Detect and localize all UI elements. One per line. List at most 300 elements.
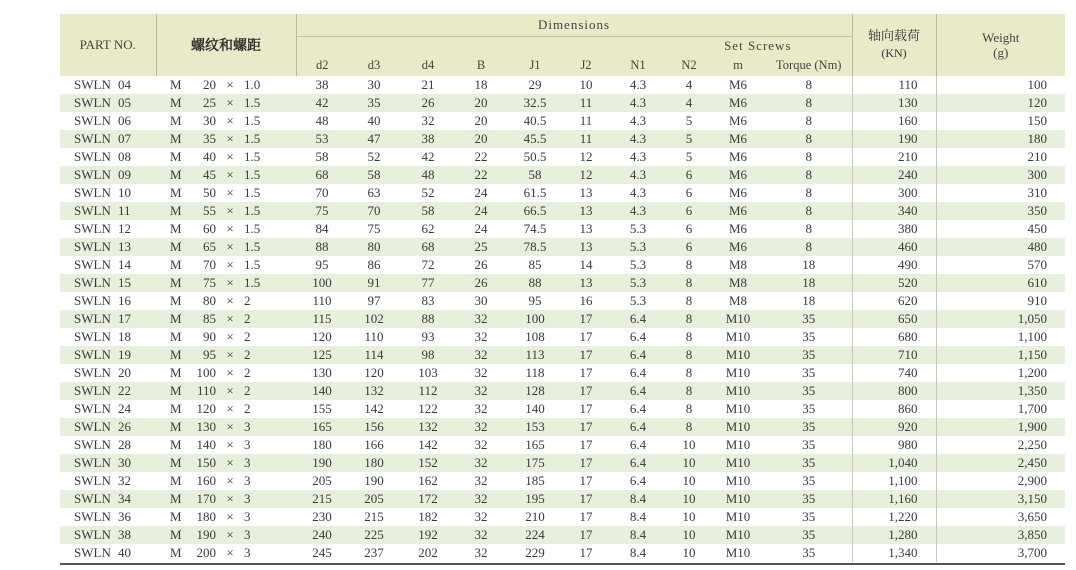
cell-part-no: [60, 112, 156, 130]
cell-n1: 6.4: [608, 436, 668, 454]
cell-j1: 140: [506, 400, 564, 418]
cell-weight: 480: [936, 238, 1065, 256]
thread-diameter: 70: [203, 257, 216, 272]
cell-j2: 17: [564, 454, 608, 472]
cell-d2: 38: [296, 76, 348, 94]
cell-part-no: [60, 202, 156, 220]
thread-pitch: 1.5: [244, 185, 261, 200]
cell-d4: 32: [400, 112, 456, 130]
cell-axial-load: 1,160: [852, 490, 936, 508]
thread-diameter: 190: [196, 527, 216, 542]
cell-part-no: [60, 508, 156, 526]
cell-j1: 165: [506, 436, 564, 454]
part-number: 15: [118, 275, 131, 290]
cell-axial-load: 520: [852, 274, 936, 292]
thread-diameter: 30: [203, 113, 216, 128]
cell-d2: 230: [296, 508, 348, 526]
cell-axial-load: 680: [852, 328, 936, 346]
thread-pitch: 3: [244, 473, 251, 488]
cell-torque: 35: [766, 544, 852, 562]
thread-diameter: 60: [203, 221, 216, 236]
cell-n2: 10: [668, 544, 710, 562]
thread-diameter: 95: [203, 347, 216, 362]
thread-prefix: M: [170, 221, 182, 236]
thread-prefix: M: [170, 275, 182, 290]
thread-prefix: M: [170, 491, 182, 506]
cell-axial-load: 1,220: [852, 508, 936, 526]
table-row: [60, 166, 1065, 184]
cell-n1: 6.4: [608, 328, 668, 346]
header-dimensions: Dimensions: [296, 14, 852, 37]
cell-part-no: [60, 382, 156, 400]
part-series: SWLN: [74, 221, 111, 236]
thread-diameter: 90: [203, 329, 216, 344]
thread-diameter: 160: [196, 473, 216, 488]
cell-n2: 6: [668, 220, 710, 238]
header-col-n1: N1: [608, 55, 668, 76]
part-number: 11: [118, 203, 131, 218]
part-number: 07: [118, 131, 131, 146]
cell-screw-m: M10: [710, 472, 766, 490]
thread-prefix: M: [170, 149, 182, 164]
table-bottom-rule: [60, 563, 1065, 565]
thread-pitch: 3: [244, 437, 251, 452]
cell-d2: 215: [296, 490, 348, 508]
cell-screw-m: M6: [710, 220, 766, 238]
cell-torque: 35: [766, 472, 852, 490]
cell-part-no: [60, 310, 156, 328]
cell-n1: 4.3: [608, 76, 668, 94]
cell-screw-m: M6: [710, 238, 766, 256]
thread-times-sign: ×: [226, 473, 234, 488]
cell-axial-load: 210: [852, 148, 936, 166]
table-row: [60, 400, 1065, 418]
cell-d3: 132: [348, 382, 400, 400]
thread-pitch: 1.5: [244, 257, 261, 272]
thread-times-sign: ×: [226, 437, 234, 452]
cell-j1: 32.5: [506, 94, 564, 112]
cell-b: 24: [456, 202, 506, 220]
cell-screw-m: M10: [710, 382, 766, 400]
cell-axial-load: 340: [852, 202, 936, 220]
thread-times-sign: ×: [226, 239, 234, 254]
cell-screw-m: M8: [710, 292, 766, 310]
thread-times-sign: ×: [226, 401, 234, 416]
thread-pitch: 3: [244, 545, 251, 560]
table-row: [60, 544, 1065, 562]
cell-weight: 1,200: [936, 364, 1065, 382]
cell-d3: 63: [348, 184, 400, 202]
part-number: 18: [118, 329, 131, 344]
cell-d2: 70: [296, 184, 348, 202]
cell-d4: 38: [400, 130, 456, 148]
thread-times-sign: ×: [226, 95, 234, 110]
cell-j1: 210: [506, 508, 564, 526]
thread-pitch: 2: [244, 401, 251, 416]
cell-d3: 225: [348, 526, 400, 544]
table-row: [60, 202, 1065, 220]
cell-n2: 4: [668, 76, 710, 94]
cell-torque: 8: [766, 202, 852, 220]
cell-d2: 100: [296, 274, 348, 292]
cell-j1: 153: [506, 418, 564, 436]
cell-part-no: [60, 130, 156, 148]
thread-times-sign: ×: [226, 275, 234, 290]
cell-b: 32: [456, 436, 506, 454]
table-row: [60, 472, 1065, 490]
thread-pitch: 1.5: [244, 113, 261, 128]
header-weight: [936, 14, 1065, 76]
part-number: 38: [118, 527, 131, 542]
cell-d4: 62: [400, 220, 456, 238]
cell-n2: 5: [668, 112, 710, 130]
cell-d3: 120: [348, 364, 400, 382]
part-number: 04: [118, 77, 131, 92]
cell-j2: 17: [564, 544, 608, 562]
cell-weight: 100: [936, 76, 1065, 94]
cell-b: 25: [456, 238, 506, 256]
cell-n1: 8.4: [608, 526, 668, 544]
cell-thread: [156, 184, 296, 202]
cell-thread: [156, 544, 296, 562]
cell-part-no: [60, 94, 156, 112]
cell-screw-m: M10: [710, 400, 766, 418]
cell-d4: 68: [400, 238, 456, 256]
cell-d4: 77: [400, 274, 456, 292]
cell-thread: [156, 328, 296, 346]
thread-pitch: 1.5: [244, 203, 261, 218]
cell-j1: 195: [506, 490, 564, 508]
part-series: SWLN: [74, 401, 111, 416]
part-number: 16: [118, 293, 131, 308]
cell-d3: 30: [348, 76, 400, 94]
part-series: SWLN: [74, 239, 111, 254]
cell-torque: 8: [766, 238, 852, 256]
cell-n1: 8.4: [608, 508, 668, 526]
cell-axial-load: 800: [852, 382, 936, 400]
cell-weight: 180: [936, 130, 1065, 148]
thread-prefix: M: [170, 131, 182, 146]
cell-torque: 35: [766, 490, 852, 508]
thread-times-sign: ×: [226, 77, 234, 92]
thread-prefix: M: [170, 293, 182, 308]
header-set-screws: Set Screws: [608, 37, 852, 56]
cell-thread: [156, 76, 296, 94]
cell-d2: 58: [296, 148, 348, 166]
thread-times-sign: ×: [226, 185, 234, 200]
cell-n1: 5.3: [608, 274, 668, 292]
cell-torque: 35: [766, 364, 852, 382]
cell-d2: 53: [296, 130, 348, 148]
part-number: 20: [118, 365, 131, 380]
cell-torque: 35: [766, 508, 852, 526]
cell-d2: 155: [296, 400, 348, 418]
table-body: [60, 76, 1065, 562]
cell-d4: 112: [400, 382, 456, 400]
cell-screw-m: M6: [710, 94, 766, 112]
cell-thread: [156, 130, 296, 148]
thread-prefix: M: [170, 347, 182, 362]
cell-screw-m: M10: [710, 544, 766, 562]
cell-screw-m: M10: [710, 526, 766, 544]
thread-prefix: M: [170, 545, 182, 560]
cell-d2: 180: [296, 436, 348, 454]
cell-weight: 150: [936, 112, 1065, 130]
cell-torque: 35: [766, 454, 852, 472]
cell-part-no: [60, 364, 156, 382]
cell-j2: 13: [564, 274, 608, 292]
cell-n1: 6.4: [608, 400, 668, 418]
cell-part-no: [60, 256, 156, 274]
cell-d2: 120: [296, 328, 348, 346]
part-number: 06: [118, 113, 131, 128]
table-row: [60, 328, 1065, 346]
cell-n2: 10: [668, 508, 710, 526]
cell-d3: 97: [348, 292, 400, 310]
table-row: [60, 130, 1065, 148]
cell-b: 32: [456, 544, 506, 562]
cell-n2: 5: [668, 130, 710, 148]
table-row: [60, 184, 1065, 202]
part-number: 22: [118, 383, 131, 398]
cell-screw-m: M10: [710, 454, 766, 472]
header-col-torque: Torque (Nm): [766, 55, 852, 76]
thread-times-sign: ×: [226, 167, 234, 182]
thread-pitch: 1.5: [244, 95, 261, 110]
cell-thread: [156, 418, 296, 436]
cell-n1: 4.3: [608, 94, 668, 112]
cell-n2: 8: [668, 328, 710, 346]
thread-diameter: 20: [203, 77, 216, 92]
cell-b: 32: [456, 400, 506, 418]
cell-weight: 300: [936, 166, 1065, 184]
cell-b: 20: [456, 130, 506, 148]
part-series: SWLN: [74, 347, 111, 362]
cell-j2: 17: [564, 310, 608, 328]
table-row: [60, 526, 1065, 544]
cell-n1: 6.4: [608, 454, 668, 472]
cell-axial-load: 460: [852, 238, 936, 256]
cell-torque: 18: [766, 256, 852, 274]
cell-torque: 8: [766, 166, 852, 184]
thread-pitch: 1.5: [244, 239, 261, 254]
cell-n1: 4.3: [608, 112, 668, 130]
cell-torque: 35: [766, 418, 852, 436]
cell-part-no: [60, 238, 156, 256]
thread-pitch: 2: [244, 383, 251, 398]
thread-times-sign: ×: [226, 149, 234, 164]
cell-d2: 205: [296, 472, 348, 490]
header-col-d3: d3: [348, 55, 400, 76]
cell-j1: 185: [506, 472, 564, 490]
cell-j2: 17: [564, 490, 608, 508]
cell-n1: 5.3: [608, 256, 668, 274]
cell-b: 32: [456, 382, 506, 400]
header-col-m: m: [710, 55, 766, 76]
cell-torque: 35: [766, 400, 852, 418]
cell-n2: 10: [668, 472, 710, 490]
thread-diameter: 35: [203, 131, 216, 146]
table-row: [60, 220, 1065, 238]
cell-b: 32: [456, 472, 506, 490]
cell-weight: 3,150: [936, 490, 1065, 508]
table-row: [60, 274, 1065, 292]
cell-d2: 75: [296, 202, 348, 220]
cell-j2: 17: [564, 526, 608, 544]
thread-pitch: 2: [244, 365, 251, 380]
cell-n1: 6.4: [608, 310, 668, 328]
cell-axial-load: 1,280: [852, 526, 936, 544]
thread-prefix: M: [170, 185, 182, 200]
cell-d2: 95: [296, 256, 348, 274]
part-series: SWLN: [74, 527, 111, 542]
table-row: [60, 292, 1065, 310]
part-series: SWLN: [74, 419, 111, 434]
cell-d4: 172: [400, 490, 456, 508]
cell-d3: 205: [348, 490, 400, 508]
cell-axial-load: 620: [852, 292, 936, 310]
cell-torque: 8: [766, 94, 852, 112]
thread-times-sign: ×: [226, 527, 234, 542]
cell-weight: 1,150: [936, 346, 1065, 364]
part-number: 24: [118, 401, 131, 416]
cell-screw-m: M6: [710, 76, 766, 94]
part-series: SWLN: [74, 185, 111, 200]
cell-j1: 45.5: [506, 130, 564, 148]
cell-j1: 175: [506, 454, 564, 472]
cell-part-no: [60, 148, 156, 166]
cell-torque: 35: [766, 382, 852, 400]
thread-times-sign: ×: [226, 365, 234, 380]
header-part-no: PART NO.: [60, 14, 156, 76]
thread-pitch: 1.5: [244, 131, 261, 146]
part-series: SWLN: [74, 455, 111, 470]
cell-weight: 570: [936, 256, 1065, 274]
header-axial-load: [852, 14, 936, 76]
cell-torque: 18: [766, 292, 852, 310]
thread-times-sign: ×: [226, 257, 234, 272]
cell-d3: 102: [348, 310, 400, 328]
cell-d2: 88: [296, 238, 348, 256]
cell-torque: 8: [766, 112, 852, 130]
cell-d2: 165: [296, 418, 348, 436]
part-number: 34: [118, 491, 131, 506]
table-row: [60, 364, 1065, 382]
part-number: 05: [118, 95, 131, 110]
cell-j2: 17: [564, 364, 608, 382]
cell-axial-load: 380: [852, 220, 936, 238]
cell-n2: 8: [668, 256, 710, 274]
cell-torque: 8: [766, 184, 852, 202]
thread-prefix: M: [170, 527, 182, 542]
thread-pitch: 3: [244, 527, 251, 542]
cell-d3: 58: [348, 166, 400, 184]
part-number: 32: [118, 473, 131, 488]
cell-torque: 8: [766, 148, 852, 166]
cell-screw-m: M10: [710, 436, 766, 454]
cell-b: 24: [456, 220, 506, 238]
cell-b: 20: [456, 112, 506, 130]
cell-b: 32: [456, 364, 506, 382]
cell-j1: 100: [506, 310, 564, 328]
cell-j1: 128: [506, 382, 564, 400]
header-dim-spacer: [296, 37, 608, 56]
cell-j2: 17: [564, 472, 608, 490]
part-series: SWLN: [74, 365, 111, 380]
thread-pitch: 2: [244, 329, 251, 344]
cell-thread: [156, 256, 296, 274]
thread-pitch: 1.5: [244, 149, 261, 164]
cell-screw-m: M10: [710, 310, 766, 328]
cell-n1: 8.4: [608, 544, 668, 562]
cell-j1: 224: [506, 526, 564, 544]
thread-times-sign: ×: [226, 203, 234, 218]
cell-d3: 215: [348, 508, 400, 526]
thread-diameter: 100: [196, 365, 216, 380]
cell-n2: 6: [668, 184, 710, 202]
cell-thread: [156, 202, 296, 220]
part-series: SWLN: [74, 509, 111, 524]
thread-diameter: 140: [196, 437, 216, 452]
part-series: SWLN: [74, 275, 111, 290]
cell-n2: 8: [668, 346, 710, 364]
cell-j2: 11: [564, 94, 608, 112]
cell-j2: 17: [564, 346, 608, 364]
part-series: SWLN: [74, 257, 111, 272]
header-axial-load-unit: (KN): [881, 45, 907, 60]
thread-pitch: 1.5: [244, 167, 261, 182]
cell-d4: 152: [400, 454, 456, 472]
thread-times-sign: ×: [226, 419, 234, 434]
cell-weight: 3,650: [936, 508, 1065, 526]
cell-d3: 91: [348, 274, 400, 292]
cell-weight: 1,900: [936, 418, 1065, 436]
cell-d3: 80: [348, 238, 400, 256]
cell-j1: 95: [506, 292, 564, 310]
cell-n1: 6.4: [608, 346, 668, 364]
cell-weight: 310: [936, 184, 1065, 202]
thread-pitch: 3: [244, 509, 251, 524]
cell-weight: 2,900: [936, 472, 1065, 490]
part-number: 14: [118, 257, 131, 272]
thread-diameter: 180: [196, 509, 216, 524]
table-row: [60, 490, 1065, 508]
cell-part-no: [60, 274, 156, 292]
cell-d4: 122: [400, 400, 456, 418]
cell-thread: [156, 400, 296, 418]
thread-prefix: M: [170, 419, 182, 434]
cell-d4: 72: [400, 256, 456, 274]
cell-j2: 13: [564, 220, 608, 238]
cell-d4: 83: [400, 292, 456, 310]
part-series: SWLN: [74, 113, 111, 128]
cell-d3: 180: [348, 454, 400, 472]
cell-part-no: [60, 436, 156, 454]
part-number: 09: [118, 167, 131, 182]
thread-times-sign: ×: [226, 545, 234, 560]
cell-axial-load: 1,340: [852, 544, 936, 562]
part-number: 36: [118, 509, 131, 524]
thread-diameter: 55: [203, 203, 216, 218]
cell-b: 32: [456, 526, 506, 544]
thread-prefix: M: [170, 203, 182, 218]
table-row: [60, 76, 1065, 94]
part-number: 13: [118, 239, 131, 254]
cell-part-no: [60, 418, 156, 436]
cell-axial-load: 1,100: [852, 472, 936, 490]
cell-n1: 6.4: [608, 364, 668, 382]
table-row: [60, 148, 1065, 166]
